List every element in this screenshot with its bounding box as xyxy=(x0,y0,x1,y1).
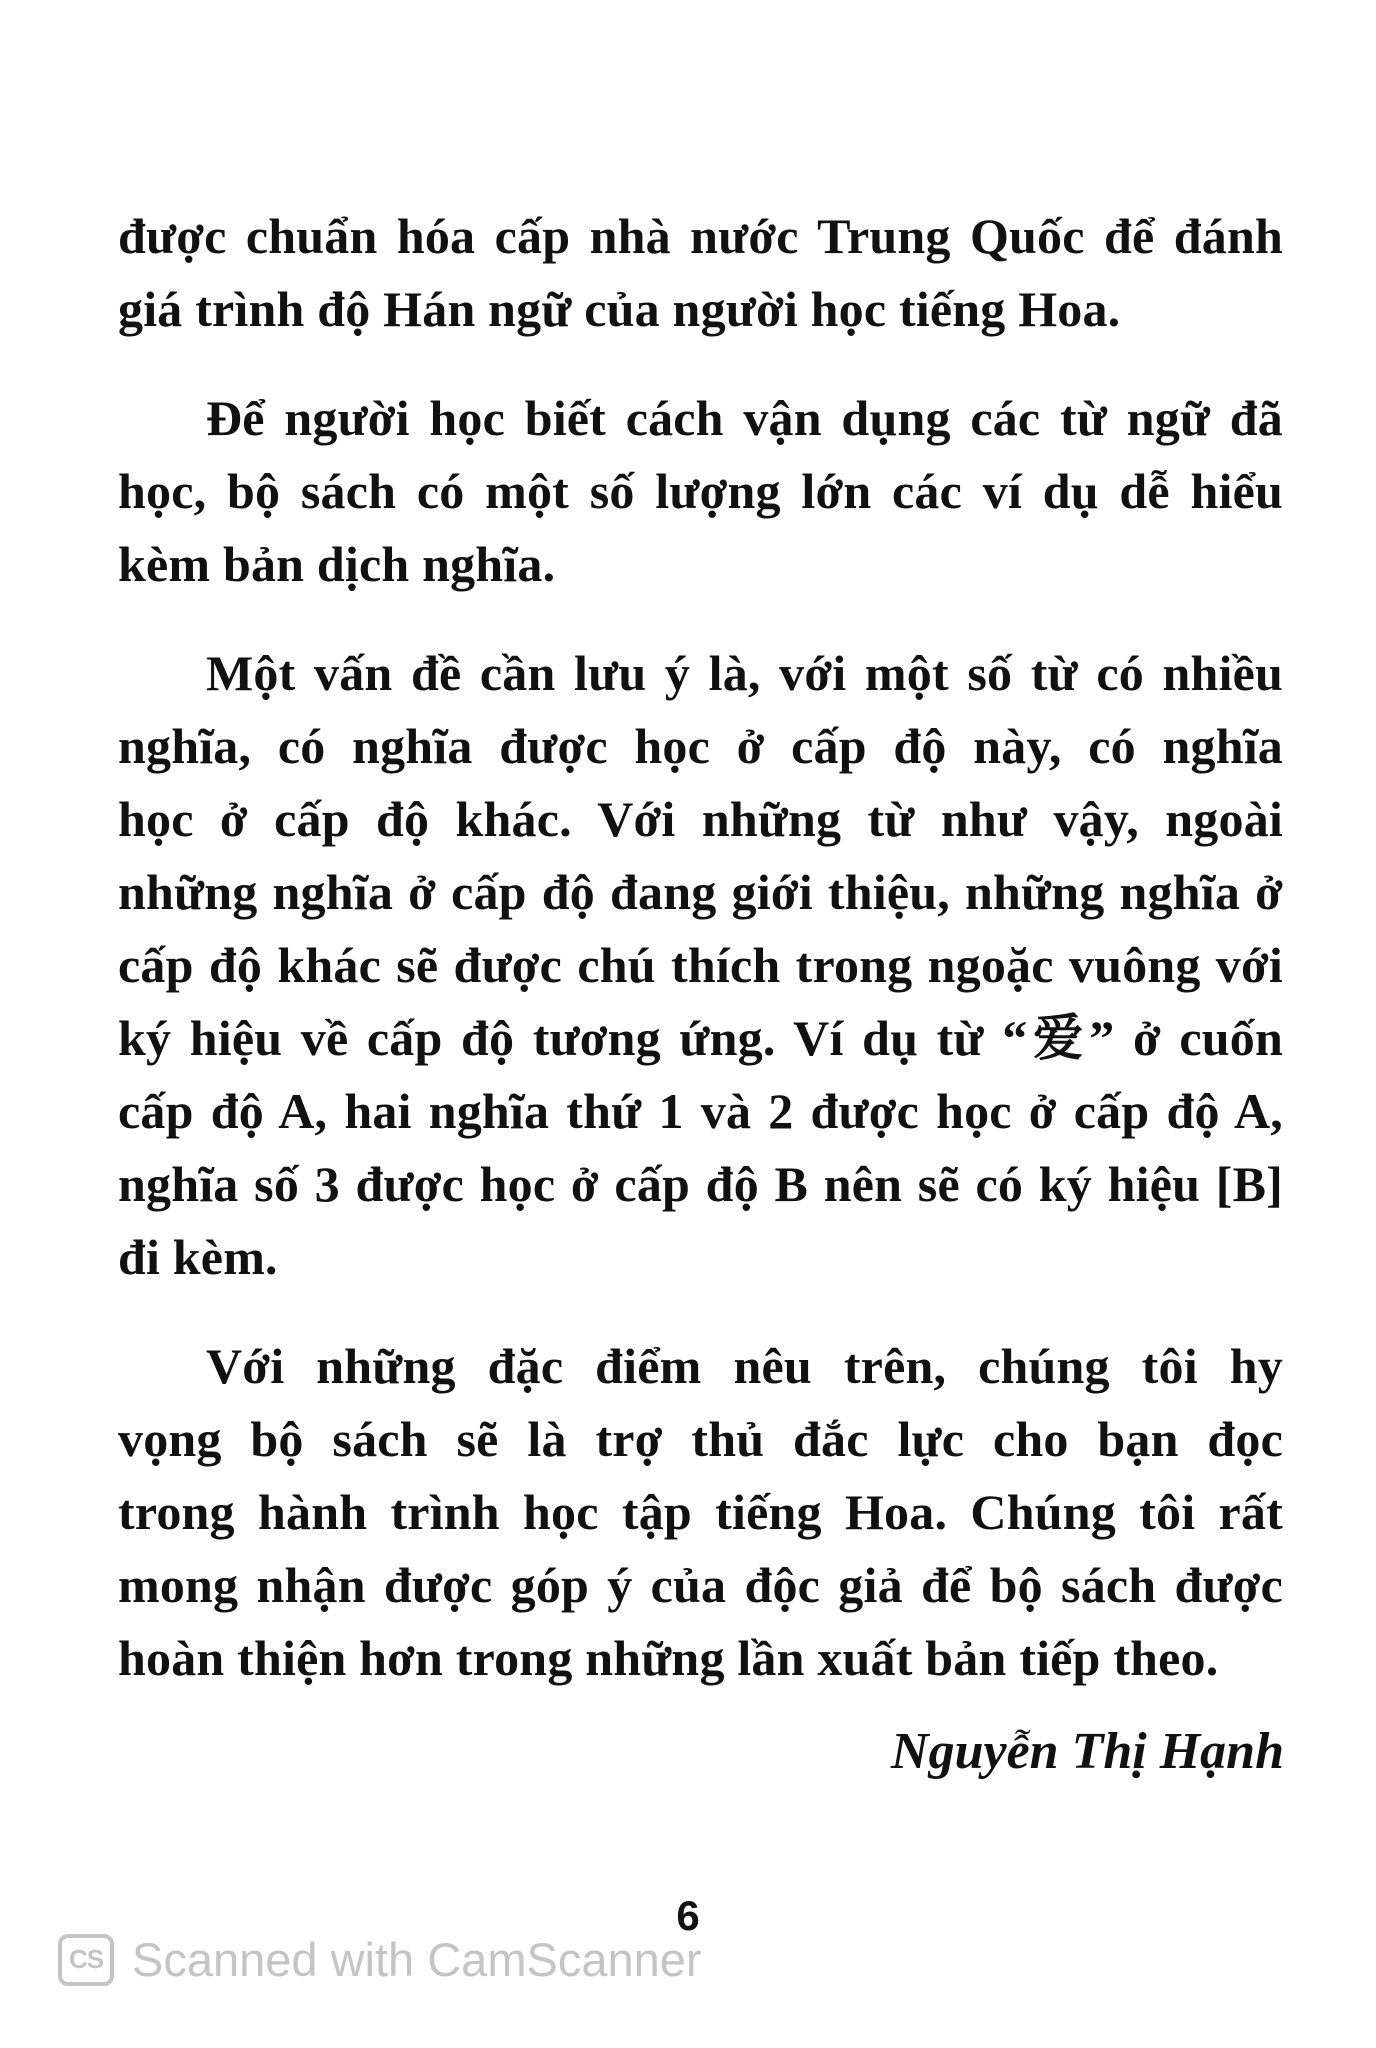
text-line: Để người học biết cách vận dụng các từ ngữ đã xyxy=(206,390,1283,446)
text-line: được chuẩn hóa cấp nhà nước Trung Quốc để đánh xyxy=(118,208,1283,264)
paragraph-3 xyxy=(118,637,1283,1294)
text-line: trong hành trình học tập tiếng Hoa. Chúng tôi rất xyxy=(118,1484,1283,1540)
body-text xyxy=(118,200,1283,1731)
text-line: cấp độ khác sẽ được chú thích trong ngoặc vuông với xyxy=(118,937,1283,993)
text-line: cấp độ A, hai nghĩa thứ 1 và 2 được học ở cấp độ A, xyxy=(118,1083,1283,1139)
watermark-text: Scanned with CamScanner xyxy=(132,1933,702,1986)
paragraph-4 xyxy=(118,1330,1283,1695)
text-line: học ở cấp độ khác. Với những từ như vậy, ngoài xyxy=(118,791,1283,847)
text-line: vọng bộ sách sẽ là trợ thủ đắc lực cho bạn đọc xyxy=(118,1411,1283,1467)
text-line: học, bộ sách có một số lượng lớn các ví dụ dễ hiểu xyxy=(118,463,1283,519)
text-line: hoàn thiện hơn trong những lần xuất bản tiếp theo. xyxy=(118,1630,1219,1686)
text-line: giá trình độ Hán ngữ của người học tiếng Hoa. xyxy=(118,281,1121,337)
text-line: Một vấn đề cần lưu ý là, với một số từ có nhiều xyxy=(206,645,1283,701)
text-line: nghĩa, có nghĩa được học ở cấp độ này, có nghĩa xyxy=(118,718,1283,774)
text-line: kèm bản dịch nghĩa. xyxy=(118,536,556,592)
text-line: mong nhận được góp ý của độc giả để bộ sách được xyxy=(118,1557,1283,1613)
page-number: 6 xyxy=(676,1892,700,1939)
text-line: nghĩa số 3 được học ở cấp độ B nên sẽ có ký hiệu [B] xyxy=(118,1156,1283,1212)
camscanner-logo-icon: CS xyxy=(58,1934,114,1986)
text-line: Với những đặc điểm nêu trên, chúng tôi hy xyxy=(206,1338,1283,1394)
text-line: ký hiệu về cấp độ tương ứng. Ví dụ từ “爱” ở cuốn xyxy=(118,1010,1283,1066)
paragraph-1 xyxy=(118,200,1283,346)
author-signature: Nguyễn Thị Hạnh xyxy=(891,1723,1284,1780)
text-line: đi kèm. xyxy=(118,1229,278,1285)
text-line: những nghĩa ở cấp độ đang giới thiệu, những nghĩa ở xyxy=(118,864,1283,920)
camscanner-watermark xyxy=(58,1932,702,1987)
paragraph-2 xyxy=(118,382,1283,601)
